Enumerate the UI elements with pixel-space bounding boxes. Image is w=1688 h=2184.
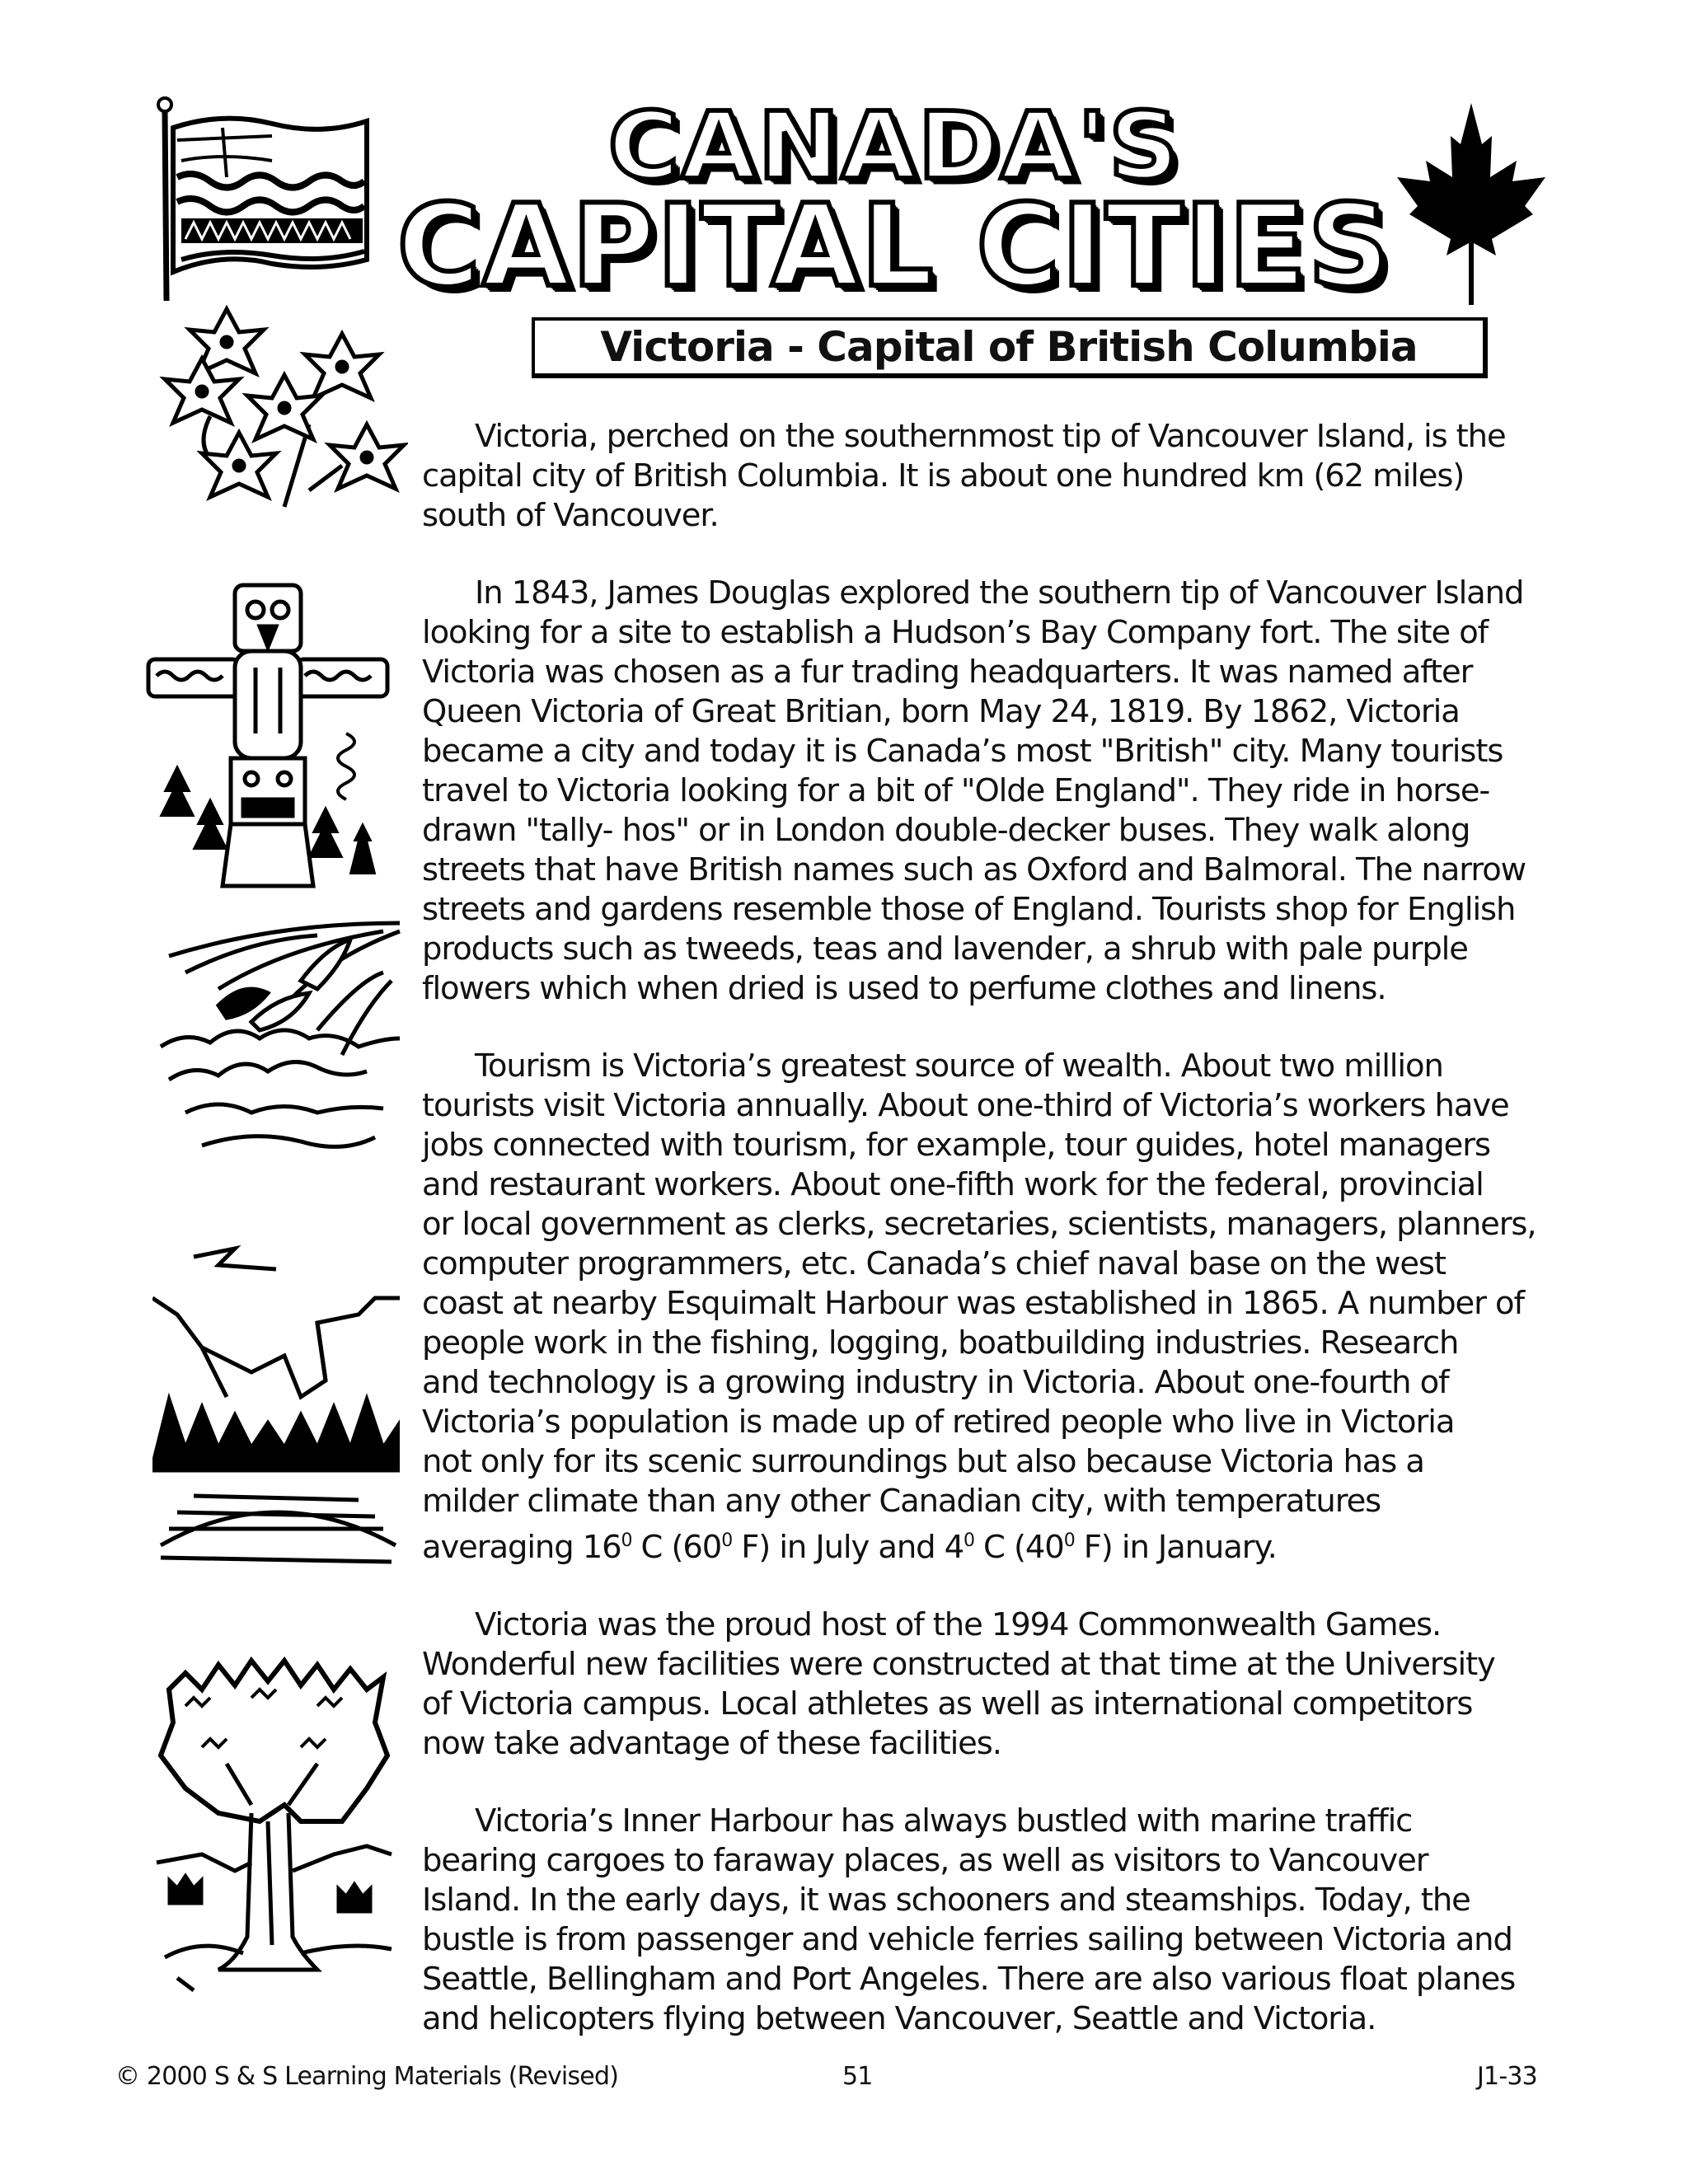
paragraph-history [422, 574, 1592, 1009]
text-line: flowers which when dried is used to perfume clothes and linens. [422, 970, 1386, 1007]
text-line: south of Vancouver. [422, 497, 719, 534]
paragraph-intro [422, 417, 1592, 536]
dogwood-flowers-icon [144, 301, 408, 548]
paragraph-harbour [422, 1802, 1592, 2039]
bc-flag-icon [148, 95, 387, 301]
text-line: and restaurant workers. About one-fifth work for the federal, provincial [422, 1166, 1484, 1203]
text-line: travel to Victoria looking for a bit of "Olde England". They ride in horse- [422, 772, 1490, 809]
text-line: not only for its scenic surroundings but also because Victoria has a [422, 1443, 1424, 1480]
totem-pole-icon [140, 569, 396, 890]
subtitle-box [532, 317, 1488, 378]
title-line-2: CAPITAL CITIES [396, 180, 1392, 312]
text-line: people work in the fishing, logging, boatbuilding industries. Research [422, 1324, 1459, 1361]
text-line: bearing cargoes to faraway places, as well as visitors to Vancouver [422, 1842, 1428, 1879]
paragraph-economy [422, 1047, 1592, 1568]
text-line: Victoria was the proud host of the 1994 Commonwealth Games. [475, 1606, 1442, 1643]
temperature-line: averaging $16^0$ C ($60^0$ F) in July and $4^0$ C ($40^0$ F) in January. [422, 1529, 1277, 1566]
text-line: Island. In the early days, it was schooners and steamships. Today, the [422, 1882, 1470, 1919]
text-line: Seattle, Bellingham and Port Angeles. There are also various float planes [422, 1961, 1516, 1998]
text-line: coast at nearby Esquimalt Harbour was established in 1865. A number of [422, 1285, 1524, 1322]
text-line: milder climate than any other Canadian city, with temperatures [422, 1483, 1381, 1520]
text-line: products such as tweeds, teas and lavender, a shrub with pale purple [422, 930, 1468, 968]
text-line: Wonderful new facilities were constructed at that time at the University [422, 1646, 1495, 1683]
text-line: Tourism is Victoria’s greatest source of wealth. About two million [475, 1047, 1443, 1085]
text-line: computer programmers, etc. Canada’s chief naval base on the west [422, 1245, 1446, 1282]
text-line: bustle is from passenger and vehicle ferries sailing between Victoria and [422, 1921, 1512, 1958]
text-line: became a city and today it is Canada’s most "British" city. Many tourists [422, 733, 1503, 770]
footer-copyright: © 2000 S & S Learning Materials (Revised) [115, 2062, 619, 2091]
text-line: Victoria’s Inner Harbour has always bustled with marine traffic [475, 1802, 1413, 1840]
footer-page-number: 51 [842, 2062, 873, 2091]
paragraph-games [422, 1605, 1592, 1764]
subtitle: Victoria - Capital of British Columbia [600, 323, 1418, 371]
text-line: and technology is a growing industry in Victoria. About one-fourth of [422, 1364, 1449, 1401]
text-line: streets that have British names such as Oxford and Balmoral. The narrow [422, 851, 1526, 888]
page-title [396, 91, 1393, 312]
text-line: of Victoria campus. Local athletes as well as international competitors [422, 1685, 1473, 1722]
article-body [422, 417, 1592, 2077]
text-line: capital city of British Columbia. It is about one hundred km (62 miles) [422, 457, 1465, 494]
text-line: or local government as clerks, secretaries, scientists, managers, planners, [422, 1206, 1536, 1243]
footer-code: J1-33 [1477, 2062, 1537, 2091]
text-line: now take advantage of these facilities. [422, 1725, 1001, 1762]
title-line-1: CANADA'S [607, 91, 1181, 200]
text-line: and helicopters flying between Vancouver, Seattle and Victoria. [422, 2000, 1376, 2037]
text-line: Queen Victoria of Great Britian, born May 24, 1819. By 1862, Victoria [422, 693, 1460, 730]
text-line: Victoria’s population is made up of retired people who live in Victoria [422, 1404, 1455, 1441]
text-line: Victoria, perched on the southernmost tip of Vancouver Island, is the [475, 418, 1506, 455]
text-line: In 1843, James Douglas explored the southern tip of Vancouver Island [475, 574, 1524, 612]
text-line: streets and gardens resemble those of England. Tourists shop for English [422, 891, 1516, 928]
text-line: looking for a site to establish a Hudson’s Bay Company fort. The site of [422, 614, 1489, 651]
text-line: Victoria was chosen as a fur trading headquarters. It was named after [422, 654, 1473, 691]
maple-leaf-icon [1393, 99, 1550, 305]
text-line: jobs connected with tourism, for example, tour guides, hotel managers [422, 1127, 1490, 1164]
salmon-waterfall-icon [152, 915, 408, 1187]
tree-landscape-icon [152, 1640, 396, 1994]
text-line: drawn "tally- hos" or in London double-decker buses. They walk along [422, 812, 1470, 849]
mountains-lake-icon [152, 1232, 400, 1578]
text-line: tourists visit Victoria annually. About one-third of Victoria’s workers have [422, 1087, 1509, 1124]
